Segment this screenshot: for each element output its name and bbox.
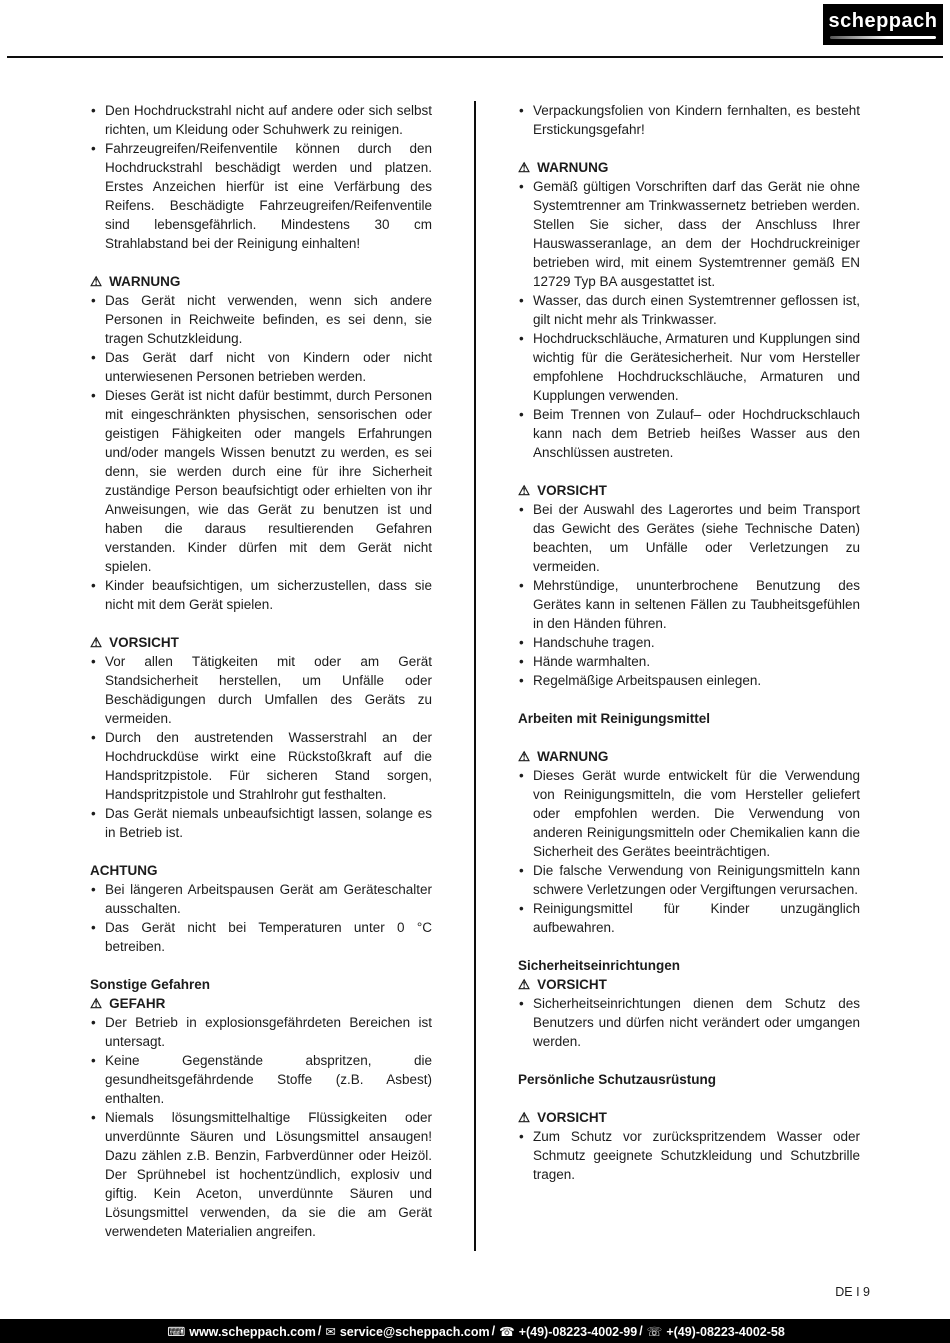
footer-segment [497, 1324, 637, 1339]
warning-triangle-icon: ⚠ [518, 483, 531, 498]
fax-icon: ☏ [646, 1324, 663, 1339]
bullet-item: • Regelmäßige Arbeitspausen einlegen. [518, 671, 860, 690]
bullet-item: • Beim Trennen von Zulauf– oder Hochdruckschlauch kann nach dem Betrieb heißes Wasser aus den Anschlüssen austreten. [518, 405, 860, 462]
bullet-list [518, 766, 860, 937]
warning-triangle-icon: ⚠ [518, 749, 531, 764]
bullet-list [518, 177, 860, 462]
footer-separator: / [491, 1324, 496, 1338]
bullet-item: • Handschuhe tragen. [518, 633, 860, 652]
footer-bar [0, 1319, 950, 1343]
warning-triangle-icon: ⚠ [90, 274, 103, 289]
bullet-list [90, 101, 432, 253]
bullet-item: • Wasser, das durch einen Systemtrenner geflossen ist, gilt nicht mehr als Trinkwasser. [518, 291, 860, 329]
bullet-item: • Sicherheitseinrichtungen dienen dem Schutz des Benutzers und dürfen nicht verändert oder umgangen werden. [518, 994, 860, 1051]
heading-label: ACHTUNG [90, 863, 158, 878]
heading-label: GEFAHR [109, 996, 166, 1011]
bullet-item: • Das Gerät nicht bei Temperaturen unter 0 °C betreiben. [90, 918, 432, 956]
warning-heading [518, 975, 860, 994]
warning-triangle-icon: ⚠ [90, 996, 103, 1011]
heading-label: VORSICHT [537, 977, 607, 992]
left-column [90, 101, 432, 1316]
bullet-item: • Vor allen Tätigkeiten mit oder am Gerät Standsicherheit herstellen, um Unfälle oder Beschädigungen durch Umfallen des Geräts zu vermeiden. [90, 652, 432, 728]
phone-icon: ☎ [499, 1324, 515, 1339]
heading-label: WARNUNG [109, 274, 181, 289]
bullet-list [518, 1127, 860, 1184]
section-heading [518, 709, 860, 728]
footer-segment-text: +(49)-08223-4002-99 [518, 1324, 638, 1339]
bullet-item: • Bei der Auswahl des Lagerortes und beim Transport das Gewicht des Gerätes (siehe Technische Daten) beachten, um Unfälle oder Verletzungen zu vermeiden. [518, 500, 860, 576]
bullet-item: • Das Gerät niemals unbeaufsichtigt lassen, solange es in Betrieb ist. [90, 804, 432, 842]
bullet-list [518, 101, 860, 139]
bullet-item: • Der Betrieb in explosionsgefährdeten Bereichen ist untersagt. [90, 1013, 432, 1051]
column-divider [474, 101, 476, 1251]
footer-segment [165, 1324, 316, 1339]
footer-separator: / [317, 1324, 322, 1338]
bullet-item: • Durch den austretenden Wasserstrahl an der Hochdruckdüse wirkt eine Rückstoßkraft auf die Handspritzpistole. Für sicheren Stand sorgen, Handspritzpistole und Strahlrohr gut festhalten. [90, 728, 432, 804]
bullet-list [518, 994, 860, 1051]
heading-label: Sonstige Gefahren [90, 977, 211, 992]
bullet-list [90, 1013, 432, 1241]
bullet-item: • Mehrstündige, ununterbrochene Benutzung des Gerätes kann in seltenen Fällen zu Taubheitsgefühlen in den Händen führen. [518, 576, 860, 633]
logo-text: scheppach [828, 10, 938, 32]
footer-segment [323, 1324, 489, 1339]
bullet-item: • Die falsche Verwendung von Reinigungsmitteln kann schwere Verletzungen oder Vergiftungen verursachen. [518, 861, 860, 899]
warning-heading [518, 481, 860, 500]
footer-segment-text: +(49)-08223-4002-58 [666, 1324, 785, 1339]
warning-triangle-icon: ⚠ [518, 1110, 531, 1125]
footer-separator: / [639, 1324, 643, 1338]
heading-label: Arbeiten mit Reinigungsmittel [518, 711, 711, 726]
bullet-item: • Keine Gegenstände abspritzen, die gesundheitsgefährdende Stoffe (z.B. Asbest) enthalten. [90, 1051, 432, 1108]
warning-heading [518, 747, 860, 766]
bullet-list [90, 652, 432, 842]
warning-triangle-icon: ⚠ [518, 977, 531, 992]
warning-heading [90, 633, 432, 652]
warning-triangle-icon: ⚠ [90, 635, 103, 650]
bullet-item: • Fahrzeugreifen/Reifenventile können durch den Hochdruckstrahl beschädigt werden und platzen. Erstes Anzeichen hierfür ist eine Verfärbung des Reifens. Beschädigte Fahrzeugreifen/Reifenventile sind lebensgefährlich. Mindestens 30 cm Strahlabstand bei der Reinigung einhalten! [90, 139, 432, 253]
bullet-item: • Bei längeren Arbeitspausen Gerät am Geräteschalter ausschalten. [90, 880, 432, 918]
section-heading [518, 1070, 860, 1089]
bullet-list [90, 291, 432, 614]
bullet-list [518, 500, 860, 690]
heading-label: VORSICHT [537, 483, 607, 498]
warning-heading [518, 158, 860, 177]
bullet-item: • Das Gerät nicht verwenden, wenn sich andere Personen in Reichweite befinden, es sei denn, sie tragen Schutzkleidung. [90, 291, 432, 348]
heading-label: WARNUNG [537, 160, 609, 175]
right-column [518, 101, 860, 1316]
header-rule [7, 56, 943, 58]
page-content [90, 101, 860, 1316]
bullet-item: • Hochdruckschläuche, Armaturen und Kupplungen sind wichtig für die Gerätesicherheit. Nur vom Hersteller empfohlene Hochdruckschläuche, Armaturen und Kupplungen verwenden. [518, 329, 860, 405]
warning-heading [518, 1108, 860, 1127]
website-icon: ⌨ [167, 1324, 186, 1339]
bullet-item: • Kinder beaufsichtigen, um sicherzustellen, dass sie nicht mit dem Gerät spielen. [90, 576, 432, 614]
footer-segment-text: service@scheppach.com [339, 1324, 490, 1339]
heading-label: VORSICHT [537, 1110, 607, 1125]
scheppach-logo [823, 4, 943, 45]
heading-label: WARNUNG [537, 749, 609, 764]
bullet-list [90, 880, 432, 956]
section-heading [518, 956, 860, 975]
heading-label: Persönliche Schutzausrüstung [518, 1072, 717, 1087]
footer-segment [645, 1324, 785, 1339]
page-number: DE I 9 [835, 1285, 870, 1299]
bullet-item: • Gemäß gültigen Vorschriften darf das Gerät nie ohne Systemtrenner am Trinkwassernetz betrieben werden. Stellen Sie sicher, dass der Anschluss Ihrer Hauswasseranlage, an dem der Hochdruckreiniger betrieben wird, mit einem Systemtrenner gemäß EN 12729 Typ BA ausgestattet ist. [518, 177, 860, 291]
warning-heading [90, 272, 432, 291]
bullet-item: • Den Hochdruckstrahl nicht auf andere oder sich selbst richten, um Kleidung oder Schuhwerk zu reinigen. [90, 101, 432, 139]
email-icon: ✉ [325, 1324, 336, 1339]
heading-label: Sicherheitseinrichtungen [518, 958, 681, 973]
bullet-item: • Dieses Gerät wurde entwickelt für die Verwendung von Reinigungsmitteln, die vom Hersteller geliefert oder empfohlen werden. Die Verwendung von anderen Reinigungsmitteln oder Chemikalien kann die Sicherheit des Gerätes beeinträchtigen. [518, 766, 860, 861]
bullet-item: • Zum Schutz vor zurückspritzendem Wasser oder Schmutz geeignete Schutzkleidung und Schutzbrille tragen. [518, 1127, 860, 1184]
bullet-item: • Das Gerät darf nicht von Kindern oder nicht unterwiesenen Personen betrieben werden. [90, 348, 432, 386]
section-heading [90, 861, 432, 880]
warning-triangle-icon: ⚠ [518, 160, 531, 175]
logo-swoosh-decoration [830, 36, 936, 39]
heading-label: VORSICHT [109, 635, 179, 650]
section-heading [90, 975, 432, 994]
bullet-item: • Hände warmhalten. [518, 652, 860, 671]
bullet-item: • Verpackungsfolien von Kindern fernhalten, es besteht Erstickungsgefahr! [518, 101, 860, 139]
bullet-item: • Reinigungsmittel für Kinder unzugänglich aufbewahren. [518, 899, 860, 937]
footer-segment-text: www.scheppach.com [189, 1324, 316, 1339]
warning-heading [90, 994, 432, 1013]
bullet-item: • Niemals lösungsmittelhaltige Flüssigkeiten oder unverdünnte Säuren und Lösungsmittel ansaugen! Dazu zählen z.B. Benzin, Farbverdünner oder Heizöl. Der Sprühnebel ist hochentzündlich, explosiv und giftig. Kein Aceton, unverdünnte Säuren und Lösungsmittel verwenden, da sie die am Gerät verwendeten Materialien angreifen. [90, 1108, 432, 1241]
bullet-item: • Dieses Gerät ist nicht dafür bestimmt, durch Personen mit eingeschränkten physischen, sensorischen oder geistigen Fähigkeiten oder mangels Erfahrungen und/oder mangels Wissen benutzt zu werden, es sei denn, sie werden durch eine für ihre Sicherheit zuständige Person beaufsichtigt oder erhielten von ihr Anweisungen, wie das Gerät zu benutzen ist und haben die daraus resultierenden Gefahren verstanden. Kinder dürfen mit dem Gerät nicht spielen. [90, 386, 432, 576]
